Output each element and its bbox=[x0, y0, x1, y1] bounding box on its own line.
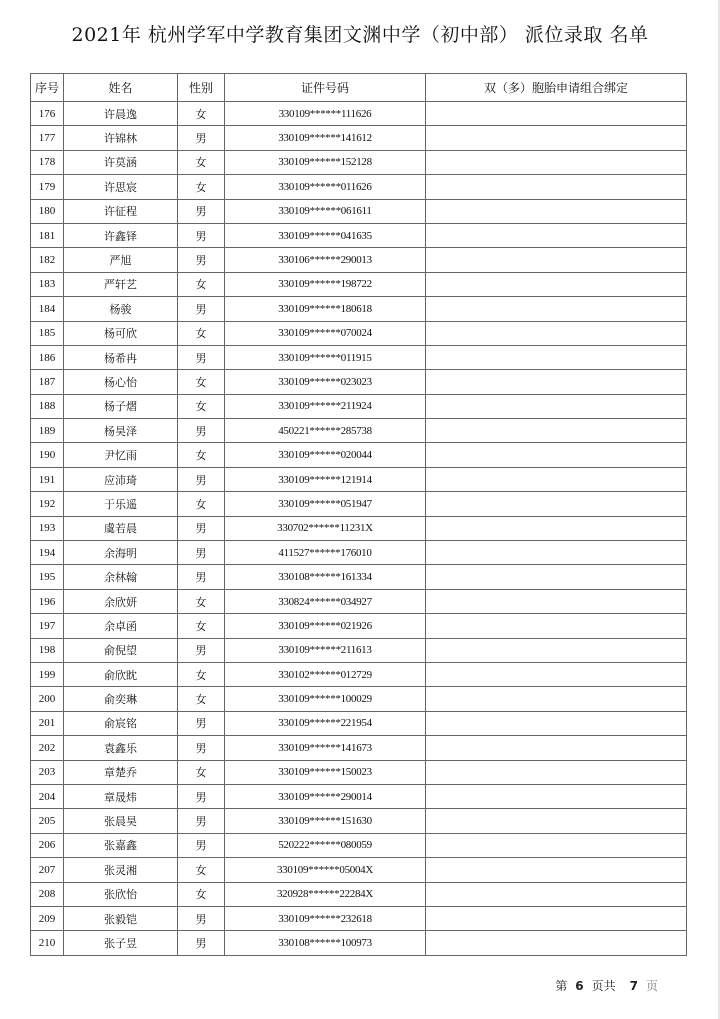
cell-id-number: 330109******100029 bbox=[225, 687, 426, 711]
cell-gender: 女 bbox=[178, 175, 225, 199]
cell-twin-binding bbox=[426, 614, 687, 638]
cell-name: 余海明 bbox=[64, 541, 178, 565]
table-row bbox=[31, 126, 687, 150]
cell-twin-binding bbox=[426, 150, 687, 174]
cell-twin-binding bbox=[426, 223, 687, 247]
cell-name: 杨骏 bbox=[64, 297, 178, 321]
cell-id-number: 330109******232618 bbox=[225, 906, 426, 930]
table-row bbox=[31, 541, 687, 565]
cell-seq: 207 bbox=[31, 858, 64, 882]
cell-twin-binding bbox=[426, 370, 687, 394]
cell-gender: 女 bbox=[178, 394, 225, 418]
cell-seq: 210 bbox=[31, 931, 64, 955]
cell-gender: 男 bbox=[178, 809, 225, 833]
cell-gender: 男 bbox=[178, 223, 225, 247]
cell-id-number: 520222******080059 bbox=[225, 833, 426, 857]
cell-name: 许锦林 bbox=[64, 126, 178, 150]
cell-seq: 180 bbox=[31, 199, 64, 223]
cell-id-number: 330109******290014 bbox=[225, 784, 426, 808]
cell-twin-binding bbox=[426, 809, 687, 833]
cell-seq: 201 bbox=[31, 711, 64, 735]
cell-name: 俞倪望 bbox=[64, 638, 178, 662]
cell-id-number: 330109******023023 bbox=[225, 370, 426, 394]
table-row bbox=[31, 614, 687, 638]
cell-seq: 182 bbox=[31, 248, 64, 272]
cell-id-number: 330702******11231X bbox=[225, 516, 426, 540]
cell-id-number: 450221******285738 bbox=[225, 419, 426, 443]
table-row bbox=[31, 321, 687, 345]
cell-twin-binding bbox=[426, 394, 687, 418]
cell-seq: 203 bbox=[31, 760, 64, 784]
cell-twin-binding bbox=[426, 784, 687, 808]
cell-twin-binding bbox=[426, 248, 687, 272]
cell-id-number: 330109******121914 bbox=[225, 467, 426, 491]
cell-twin-binding bbox=[426, 906, 687, 930]
cell-seq: 204 bbox=[31, 784, 64, 808]
cell-id-number: 330109******051947 bbox=[225, 492, 426, 516]
cell-seq: 208 bbox=[31, 882, 64, 906]
cell-gender: 女 bbox=[178, 614, 225, 638]
header-twin-binding: 双（多）胞胎申请组合绑定 bbox=[426, 74, 687, 102]
cell-id-number: 330109******221954 bbox=[225, 711, 426, 735]
cell-seq: 202 bbox=[31, 736, 64, 760]
cell-id-number: 320928******22284X bbox=[225, 882, 426, 906]
cell-name: 杨心怡 bbox=[64, 370, 178, 394]
cell-twin-binding bbox=[426, 760, 687, 784]
cell-seq: 178 bbox=[31, 150, 64, 174]
cell-id-number: 330109******141673 bbox=[225, 736, 426, 760]
cell-gender: 女 bbox=[178, 102, 225, 126]
cell-twin-binding bbox=[426, 321, 687, 345]
cell-seq: 200 bbox=[31, 687, 64, 711]
table-row bbox=[31, 419, 687, 443]
table-row bbox=[31, 565, 687, 589]
cell-name: 虞若晨 bbox=[64, 516, 178, 540]
cell-gender: 男 bbox=[178, 784, 225, 808]
table-row bbox=[31, 687, 687, 711]
cell-gender: 男 bbox=[178, 345, 225, 369]
cell-twin-binding bbox=[426, 589, 687, 613]
cell-gender: 男 bbox=[178, 565, 225, 589]
table-row bbox=[31, 102, 687, 126]
cell-id-number: 330109******198722 bbox=[225, 272, 426, 296]
cell-seq: 209 bbox=[31, 906, 64, 930]
cell-id-number: 330109******021926 bbox=[225, 614, 426, 638]
cell-name: 余欣妍 bbox=[64, 589, 178, 613]
table-row bbox=[31, 833, 687, 857]
cell-twin-binding bbox=[426, 711, 687, 735]
cell-name: 张灵湘 bbox=[64, 858, 178, 882]
table-row bbox=[31, 272, 687, 296]
cell-name: 杨昊泽 bbox=[64, 419, 178, 443]
table-row bbox=[31, 248, 687, 272]
cell-gender: 女 bbox=[178, 321, 225, 345]
header-seq: 序号 bbox=[31, 74, 64, 102]
cell-id-number: 330109******211613 bbox=[225, 638, 426, 662]
header-id-number: 证件号码 bbox=[225, 74, 426, 102]
table-row bbox=[31, 394, 687, 418]
table-row bbox=[31, 492, 687, 516]
cell-id-number: 330109******111626 bbox=[225, 102, 426, 126]
cell-name: 章楚乔 bbox=[64, 760, 178, 784]
cell-name: 许莫涵 bbox=[64, 150, 178, 174]
cell-seq: 192 bbox=[31, 492, 64, 516]
cell-twin-binding bbox=[426, 199, 687, 223]
cell-gender: 女 bbox=[178, 662, 225, 686]
cell-twin-binding bbox=[426, 345, 687, 369]
cell-seq: 194 bbox=[31, 541, 64, 565]
table-row bbox=[31, 711, 687, 735]
table-row bbox=[31, 809, 687, 833]
cell-twin-binding bbox=[426, 736, 687, 760]
cell-id-number: 330109******070024 bbox=[225, 321, 426, 345]
cell-seq: 189 bbox=[31, 419, 64, 443]
cell-twin-binding bbox=[426, 931, 687, 955]
cell-twin-binding bbox=[426, 858, 687, 882]
cell-seq: 206 bbox=[31, 833, 64, 857]
table-row bbox=[31, 638, 687, 662]
cell-gender: 女 bbox=[178, 443, 225, 467]
table-row bbox=[31, 736, 687, 760]
cell-id-number: 330109******041635 bbox=[225, 223, 426, 247]
cell-twin-binding bbox=[426, 419, 687, 443]
table-row bbox=[31, 297, 687, 321]
cell-seq: 193 bbox=[31, 516, 64, 540]
cell-id-number: 330108******161334 bbox=[225, 565, 426, 589]
cell-id-number: 330109******150023 bbox=[225, 760, 426, 784]
footer-total-pages: 7 bbox=[629, 979, 638, 993]
cell-twin-binding bbox=[426, 882, 687, 906]
cell-seq: 185 bbox=[31, 321, 64, 345]
cell-twin-binding bbox=[426, 687, 687, 711]
cell-id-number: 330102******012729 bbox=[225, 662, 426, 686]
cell-gender: 男 bbox=[178, 833, 225, 857]
cell-twin-binding bbox=[426, 638, 687, 662]
cell-name: 袁鑫乐 bbox=[64, 736, 178, 760]
cell-name: 许思宸 bbox=[64, 175, 178, 199]
cell-name: 尹忆雨 bbox=[64, 443, 178, 467]
cell-seq: 199 bbox=[31, 662, 64, 686]
cell-gender: 男 bbox=[178, 419, 225, 443]
cell-name: 杨希冉 bbox=[64, 345, 178, 369]
table-row bbox=[31, 906, 687, 930]
cell-name: 张子昱 bbox=[64, 931, 178, 955]
cell-id-number: 330109******151630 bbox=[225, 809, 426, 833]
cell-gender: 男 bbox=[178, 199, 225, 223]
cell-id-number: 330109******011626 bbox=[225, 175, 426, 199]
cell-name: 张毅铠 bbox=[64, 906, 178, 930]
cell-twin-binding bbox=[426, 297, 687, 321]
cell-id-number: 330109******141612 bbox=[225, 126, 426, 150]
table-row bbox=[31, 199, 687, 223]
table-row bbox=[31, 175, 687, 199]
table-body bbox=[31, 102, 687, 956]
table-row bbox=[31, 467, 687, 491]
cell-gender: 女 bbox=[178, 150, 225, 174]
table-row bbox=[31, 784, 687, 808]
cell-id-number: 330109******152128 bbox=[225, 150, 426, 174]
cell-gender: 男 bbox=[178, 906, 225, 930]
cell-name: 张欣怡 bbox=[64, 882, 178, 906]
cell-id-number: 330824******034927 bbox=[225, 589, 426, 613]
table-row bbox=[31, 882, 687, 906]
cell-name: 许晨逸 bbox=[64, 102, 178, 126]
table-row bbox=[31, 223, 687, 247]
cell-name: 严轩艺 bbox=[64, 272, 178, 296]
cell-gender: 男 bbox=[178, 126, 225, 150]
cell-name: 俞欣眈 bbox=[64, 662, 178, 686]
cell-twin-binding bbox=[426, 492, 687, 516]
cell-twin-binding bbox=[426, 541, 687, 565]
cell-seq: 205 bbox=[31, 809, 64, 833]
cell-name: 张晨昊 bbox=[64, 809, 178, 833]
cell-gender: 男 bbox=[178, 541, 225, 565]
cell-twin-binding bbox=[426, 833, 687, 857]
footer-middle: 页共 bbox=[591, 979, 616, 993]
footer-page-number: 6 bbox=[575, 979, 584, 993]
cell-seq: 183 bbox=[31, 272, 64, 296]
cell-gender: 女 bbox=[178, 492, 225, 516]
cell-gender: 女 bbox=[178, 687, 225, 711]
table-row bbox=[31, 443, 687, 467]
header-gender: 性别 bbox=[178, 74, 225, 102]
cell-twin-binding bbox=[426, 467, 687, 491]
cell-seq: 177 bbox=[31, 126, 64, 150]
cell-id-number: 330109******061611 bbox=[225, 199, 426, 223]
cell-twin-binding bbox=[426, 272, 687, 296]
cell-name: 严旭 bbox=[64, 248, 178, 272]
cell-name: 俞奕琳 bbox=[64, 687, 178, 711]
cell-gender: 男 bbox=[178, 638, 225, 662]
cell-twin-binding bbox=[426, 126, 687, 150]
admission-table bbox=[30, 73, 687, 956]
page-footer bbox=[555, 977, 658, 994]
cell-twin-binding bbox=[426, 565, 687, 589]
cell-twin-binding bbox=[426, 102, 687, 126]
cell-seq: 184 bbox=[31, 297, 64, 321]
cell-id-number: 330106******290013 bbox=[225, 248, 426, 272]
footer-suffix: 页 bbox=[645, 979, 658, 993]
table-row bbox=[31, 760, 687, 784]
cell-name: 应沛琦 bbox=[64, 467, 178, 491]
cell-gender: 男 bbox=[178, 736, 225, 760]
cell-name: 于乐遥 bbox=[64, 492, 178, 516]
cell-seq: 188 bbox=[31, 394, 64, 418]
cell-seq: 187 bbox=[31, 370, 64, 394]
table-row bbox=[31, 589, 687, 613]
footer-prefix: 第 bbox=[555, 979, 568, 993]
cell-gender: 男 bbox=[178, 467, 225, 491]
cell-gender: 女 bbox=[178, 589, 225, 613]
cell-seq: 190 bbox=[31, 443, 64, 467]
cell-seq: 196 bbox=[31, 589, 64, 613]
cell-gender: 男 bbox=[178, 711, 225, 735]
cell-name: 俞宸铭 bbox=[64, 711, 178, 735]
cell-id-number: 330109******011915 bbox=[225, 345, 426, 369]
table-row bbox=[31, 370, 687, 394]
cell-gender: 男 bbox=[178, 516, 225, 540]
cell-seq: 179 bbox=[31, 175, 64, 199]
cell-id-number: 411527******176010 bbox=[225, 541, 426, 565]
cell-id-number: 330108******100973 bbox=[225, 931, 426, 955]
cell-id-number: 330109******211924 bbox=[225, 394, 426, 418]
table-row bbox=[31, 345, 687, 369]
cell-name: 杨可欣 bbox=[64, 321, 178, 345]
cell-id-number: 330109******020044 bbox=[225, 443, 426, 467]
table-row bbox=[31, 662, 687, 686]
cell-name: 许征程 bbox=[64, 199, 178, 223]
cell-seq: 195 bbox=[31, 565, 64, 589]
cell-gender: 女 bbox=[178, 858, 225, 882]
cell-name: 许鑫铎 bbox=[64, 223, 178, 247]
cell-gender: 男 bbox=[178, 297, 225, 321]
cell-twin-binding bbox=[426, 175, 687, 199]
cell-seq: 176 bbox=[31, 102, 64, 126]
cell-seq: 198 bbox=[31, 638, 64, 662]
header-name: 姓名 bbox=[64, 74, 178, 102]
cell-seq: 197 bbox=[31, 614, 64, 638]
cell-gender: 女 bbox=[178, 272, 225, 296]
cell-name: 杨子熠 bbox=[64, 394, 178, 418]
cell-gender: 女 bbox=[178, 882, 225, 906]
cell-seq: 186 bbox=[31, 345, 64, 369]
cell-gender: 女 bbox=[178, 760, 225, 784]
cell-gender: 男 bbox=[178, 248, 225, 272]
cell-gender: 男 bbox=[178, 931, 225, 955]
cell-seq: 191 bbox=[31, 467, 64, 491]
cell-name: 章晟炜 bbox=[64, 784, 178, 808]
table-row bbox=[31, 150, 687, 174]
cell-seq: 181 bbox=[31, 223, 64, 247]
cell-id-number: 330109******05004X bbox=[225, 858, 426, 882]
cell-name: 余林翰 bbox=[64, 565, 178, 589]
cell-name: 余卓函 bbox=[64, 614, 178, 638]
cell-twin-binding bbox=[426, 662, 687, 686]
table-header-row bbox=[31, 74, 687, 102]
cell-id-number: 330109******180618 bbox=[225, 297, 426, 321]
cell-twin-binding bbox=[426, 516, 687, 540]
cell-twin-binding bbox=[426, 443, 687, 467]
table-row bbox=[31, 931, 687, 955]
table-row bbox=[31, 516, 687, 540]
cell-name: 张嘉鑫 bbox=[64, 833, 178, 857]
document-title: 2021年 杭州学军中学教育集团文渊中学（初中部） 派位录取 名单 bbox=[71, 24, 649, 46]
table-row bbox=[31, 858, 687, 882]
cell-gender: 女 bbox=[178, 370, 225, 394]
